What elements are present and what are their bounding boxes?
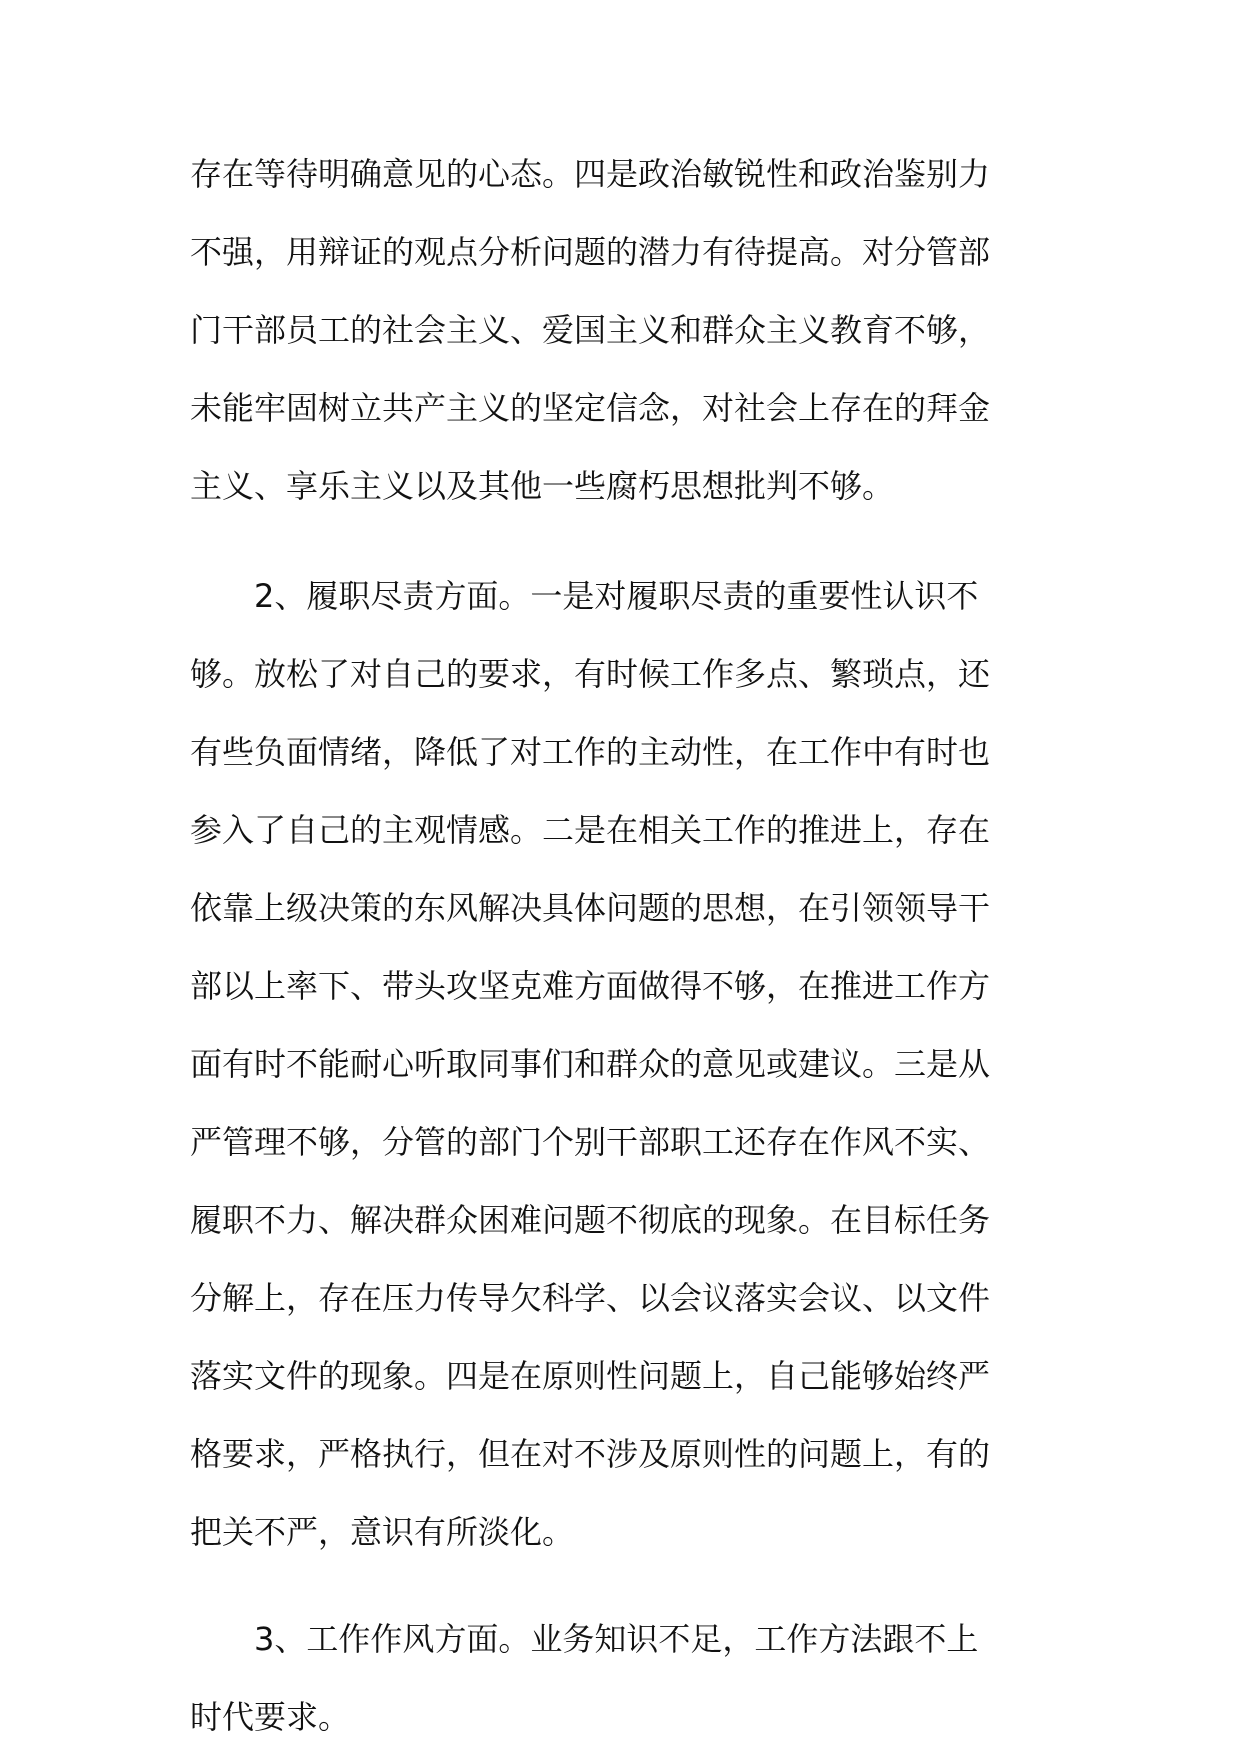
paragraph-line: 存在等待明确意见的心态。四是政治敏锐性和政治鉴别力 <box>190 155 991 193</box>
paragraph-line: 格要求，严格执行，但在对不涉及原则性的问题上，有的 <box>190 1435 991 1473</box>
paragraph-line: 参入了自己的主观情感。二是在相关工作的推进上，存在 <box>190 811 991 849</box>
paragraph-line: 部以上率下、带头攻坚克难方面做得不够，在推进工作方 <box>190 967 991 1005</box>
paragraph-line: 严管理不够，分管的部门个别干部职工还存在作风不实、 <box>190 1123 991 1161</box>
paragraph-line: 不强，用辩证的观点分析问题的潜力有待提高。对分管部 <box>190 233 991 271</box>
paragraph-work-style <box>190 1600 1050 1756</box>
paragraph-duty-performance <box>190 557 1050 1571</box>
paragraph-line: 门干部员工的社会主义、爱国主义和群众主义教育不够， <box>190 311 991 349</box>
paragraph-line: 依靠上级决策的东风解决具体问题的思想，在引领领导干 <box>190 889 991 927</box>
paragraph-line: 有些负面情绪，降低了对工作的主动性，在工作中有时也 <box>190 733 991 771</box>
paragraph-line: 主义、享乐主义以及其他一些腐朽思想批判不够。 <box>190 467 895 505</box>
paragraph-line: 面有时不能耐心听取同事们和群众的意见或建议。三是从 <box>190 1045 991 1083</box>
paragraph-line: 履职不力、解决群众困难问题不彻底的现象。在目标任务 <box>190 1201 991 1239</box>
paragraph-line: 落实文件的现象。四是在原则性问题上，自己能够始终严 <box>190 1357 991 1395</box>
paragraph-line: 3、工作作风方面。业务知识不足，工作方法跟不上 <box>254 1620 979 1658</box>
paragraph-political-awareness <box>190 135 1050 525</box>
paragraph-line: 把关不严，意识有所淡化。 <box>190 1513 575 1551</box>
paragraph-line: 够。放松了对自己的要求，有时候工作多点、繁琐点，还 <box>190 655 991 693</box>
paragraph-line: 时代要求。 <box>190 1698 351 1736</box>
paragraph-line: 2、履职尽责方面。一是对履职尽责的重要性认识不 <box>254 577 979 615</box>
paragraph-line: 分解上，存在压力传导欠科学、以会议落实会议、以文件 <box>190 1279 991 1317</box>
paragraph-line: 未能牢固树立共产主义的坚定信念，对社会上存在的拜金 <box>190 389 991 427</box>
